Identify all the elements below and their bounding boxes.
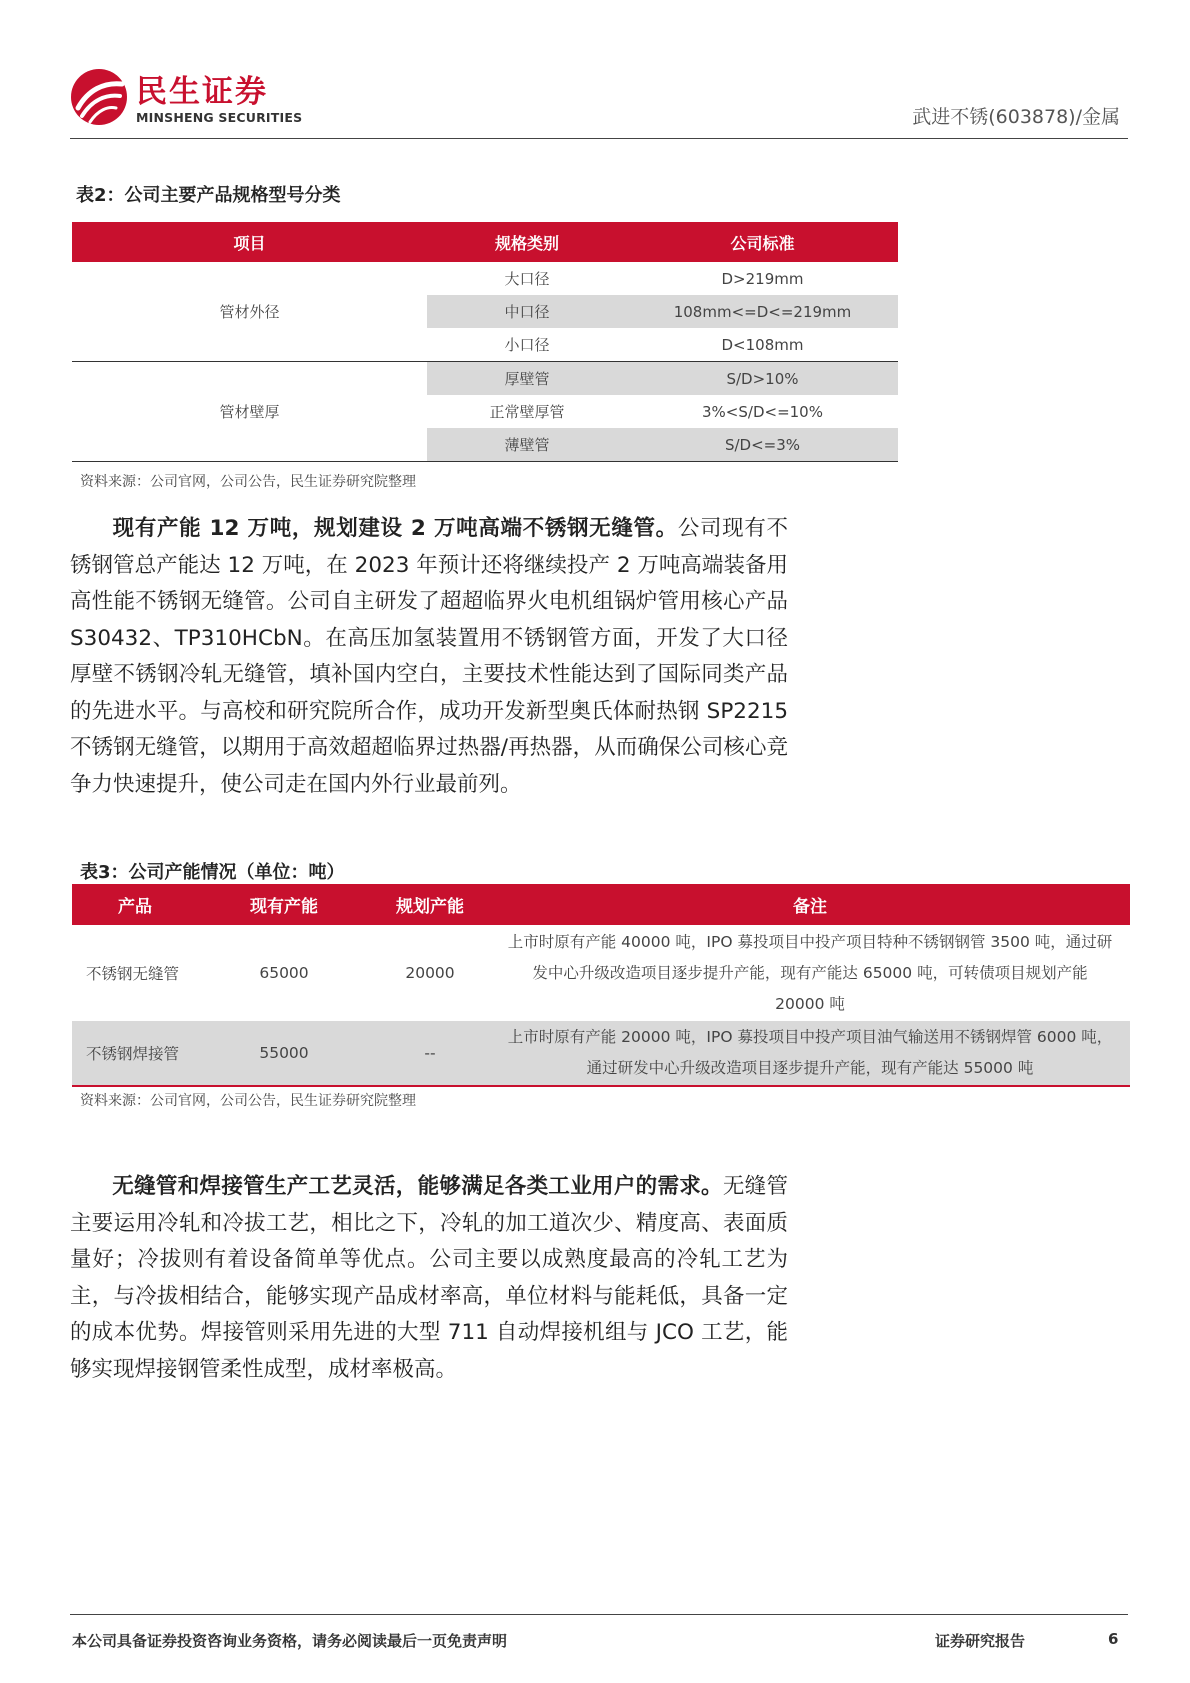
footer-disclaimer: 本公司具备证券投资咨询业务资格，请务必阅读最后一页免责声明	[72, 1632, 508, 1650]
column-header: 项目	[72, 222, 427, 262]
column-header: 产品	[72, 884, 198, 925]
planned-capacity-cell: 20000	[405, 964, 455, 982]
category-cell: 厚壁管	[427, 362, 627, 396]
column-header: 公司标准	[627, 222, 898, 262]
existing-capacity-cell: 65000	[259, 964, 309, 982]
note-line: 发中心升级改造项目逐步提升产能，现有产能达 65000 吨，可转债项目规划产能	[532, 963, 1088, 982]
table2-source: 资料来源：公司官网，公司公告，民生证券研究院整理	[80, 474, 416, 490]
page-header	[70, 62, 1120, 140]
logo-chinese-name: 民生证券	[136, 74, 268, 110]
column-header: 现有产能	[198, 884, 370, 925]
group-item-cell: 管材壁厚	[72, 362, 427, 462]
table-header-row	[72, 222, 898, 262]
paragraph-lead: 现有产能 12 万吨，规划建设 2 万吨高端不锈钢无缝管。	[112, 516, 678, 541]
paragraph-lead: 无缝管和焊接管生产工艺灵活，能够满足各类工业用户的需求。	[112, 1174, 723, 1199]
standard-cell: S/D<=3%	[627, 428, 898, 462]
minsheng-logo-icon	[70, 68, 128, 126]
group-item-cell: 管材外径	[72, 262, 427, 362]
existing-capacity-cell: 55000	[198, 1021, 370, 1086]
note-line: 20000 吨	[775, 994, 845, 1013]
table3-title: 表3：公司产能情况（单位：吨）	[80, 862, 345, 883]
standard-cell: 108mm<=D<=219mm	[627, 295, 898, 328]
standard-cell: S/D>10%	[627, 362, 898, 396]
body-paragraph	[70, 511, 788, 803]
category-cell: 大口径	[504, 270, 550, 288]
product-cell: 不锈钢无缝管	[86, 965, 180, 983]
category-cell: 中口径	[427, 295, 627, 328]
note-cell	[490, 1021, 1130, 1086]
paragraph-text: 公司现有不锈钢管总产能达 12 万吨，在 2023 年预计还将继续投产 2 万吨高端装备用高性能不锈钢无缝管。公司自主研发了超超临界火电机组锅炉管用核心产品 S30432、TP310HCbN。在高压加氢装置用不锈钢管方面，开发了大口径厚壁不锈钢冷轧无缝管，填补国内空白，主要技术性能达到了国际同类产品的先进水平。与高校和研究院所合作，成功开发新型奥氏体耐热钢 SP2215 不锈钢无缝管，以期用于高效超超临界过热器/再热器，从而确保公司核心竞争力快速提升，使公司走在国内外行业最前列。	[70, 516, 788, 797]
stock-tag: 武进不锈(603878)/金属	[912, 106, 1120, 128]
page-number: 6	[1108, 1630, 1119, 1648]
table-row	[72, 925, 1130, 1021]
standard-cell: D>219mm	[721, 269, 804, 288]
table2-title: 表2：公司主要产品规格型号分类	[76, 185, 341, 206]
table-header-row	[72, 884, 1130, 925]
spec-table	[72, 222, 898, 462]
capacity-table	[72, 884, 1130, 1087]
footer-divider	[70, 1614, 1128, 1615]
category-cell: 小口径	[427, 328, 627, 362]
paragraph-text: 无缝管主要运用冷轧和冷拔工艺，相比之下，冷轧的加工道次少、精度高、表面质量好；冷拔则有着设备简单等优点。公司主要以成熟度最高的冷轧工艺为主，与冷拔相结合，能够实现产品成材率高，单位材料与能耗低，具备一定的成本优势。焊接管则采用先进的大型 711 自动焊接机组与 JCO 工艺，能够实现焊接钢管柔性成型，成材率极高。	[70, 1174, 788, 1382]
table-row	[72, 1021, 1130, 1086]
table-row	[72, 362, 898, 396]
note-cell	[490, 925, 1130, 1021]
logo-english-name: MINSHENG SECURITIES	[136, 110, 303, 125]
category-cell: 薄壁管	[427, 428, 627, 462]
footer-report-type: 证券研究报告	[935, 1632, 1026, 1650]
planned-capacity-cell: --	[370, 1021, 490, 1086]
standard-cell: D<108mm	[627, 328, 898, 362]
note-line: 上市时原有产能 40000 吨，IPO 募投项目中投产项目特种不锈钢钢管 3500 吨，通过研	[507, 932, 1113, 951]
table3-source: 资料来源：公司官网，公司公告，民生证券研究院整理	[80, 1093, 416, 1109]
product-cell: 不锈钢焊接管	[72, 1021, 198, 1086]
note-line: 通过研发中心升级改造项目逐步提升产能，现有产能达 55000 吨	[586, 1059, 1034, 1077]
header-divider	[70, 138, 1128, 139]
category-cell: 正常壁厚管	[489, 403, 565, 421]
standard-cell: 3%<S/D<=10%	[702, 402, 823, 421]
column-header: 备注	[490, 884, 1130, 925]
body-paragraph	[70, 1169, 788, 1388]
table-row	[72, 262, 898, 295]
column-header: 规格类别	[427, 222, 627, 262]
column-header: 规划产能	[370, 884, 490, 925]
note-line: 上市时原有产能 20000 吨，IPO 募投项目中投产项目油气输送用不锈钢焊管 6000 吨，	[507, 1028, 1113, 1046]
